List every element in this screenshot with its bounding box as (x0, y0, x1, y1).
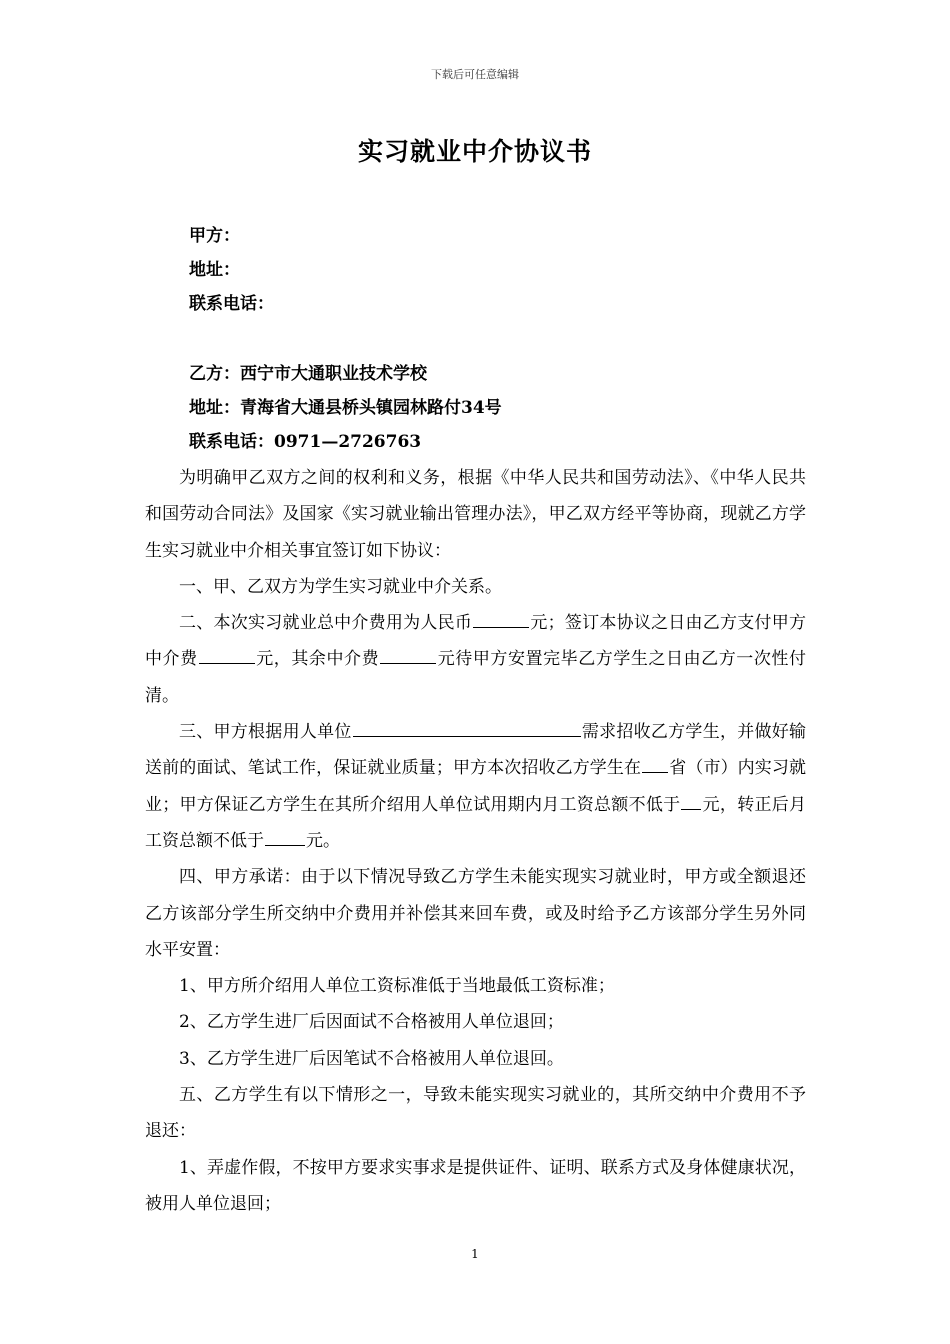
clause-3-part-5: 元。 (306, 830, 340, 851)
party-a-name-label: 甲方： (189, 226, 240, 246)
clause-4-item: 1、甲方所介绍用人单位工资标准低于当地最低工资标准； (179, 976, 615, 997)
clause-2-part-1: 二、本次实习就业总中介费用为人民币 (179, 613, 473, 634)
probation-wage-blank (681, 793, 701, 810)
province-blank (642, 756, 668, 773)
clause-3-part-1: 三、甲方根据用人单位 (179, 722, 352, 743)
intro-paragraph: 为明确甲乙双方之间的权利和义务，根据《中华人民共和国劳动法》、《中华人民共和国劳动合同法》及国家《实习就业输出管理办法》，甲乙双方经平等协商，现就乙方学生实习就业中介相关事宜签订如下协议： (145, 468, 806, 561)
clause-3 (145, 714, 806, 859)
clause-1: 一、甲、乙双方为学生实习就业中介关系。 (179, 576, 502, 597)
clause-4-item: 3、乙方学生进厂后因笔试不合格被用人单位退回。 (179, 1048, 564, 1069)
total-fee-blank (473, 611, 529, 628)
initial-fee-blank (199, 647, 255, 664)
header-note: 下载后可任意编辑 (431, 68, 519, 81)
clause-5-item: 1、弄虚作假，不按甲方要求实事求是提供证件、证明、联系方式及身体健康状况，被用人单位退回； (145, 1157, 806, 1214)
party-a-block (189, 219, 809, 321)
regular-wage-blank (265, 829, 305, 846)
clause-5: 五、乙方学生有以下情形之一，导致未能实现实习就业的，其所交纳中介费用不予退还： (145, 1085, 806, 1142)
clause-3-part-2: 需求招收乙方学生，并做好输送前的面试、笔试工作，保证就业质量；甲方本次招收乙方学生在 (145, 722, 807, 779)
clause-2-part-4: 元待甲方安置完毕乙方学生之日由乙方一次性付清。 (145, 649, 806, 706)
remaining-fee-blank (380, 647, 436, 664)
clause-4-item: 2、乙方学生进厂后因面试不合格被用人单位退回； (179, 1012, 564, 1033)
party-b-phone-line: 联系电话：0971—2726763 (189, 432, 422, 452)
clause-2-part-2: 元；签订本协议之日由乙方支付甲方中介费 (145, 613, 807, 670)
party-a-address-label: 地址： (189, 260, 240, 280)
document-title: 实习就业中介协议书 (357, 137, 592, 166)
party-a-phone-label: 联系电话： (189, 294, 274, 314)
clause-2 (145, 605, 806, 714)
clause-2-part-3: 元，其余中介费 (255, 649, 380, 670)
clause-4: 四、甲方承诺：由于以下情况导致乙方学生未能实现实习就业时，甲方或全额退还乙方该部分学生所交纳中介费用并补偿其来回车费，或及时给予乙方该部分学生另外同水平安置： (145, 867, 806, 960)
party-b-block (189, 357, 809, 459)
clause-3-part-4: 元，转正后月工资总额不低于 (145, 794, 807, 851)
party-b-address-line: 地址：青海省大通县桥头镇园林路付34号 (189, 398, 502, 418)
page-number: 1 (471, 1247, 479, 1261)
agreement-body (145, 460, 806, 1222)
clause-3-part-3: 省（市）内实习就业；甲方保证乙方学生在其所介绍用人单位试用期内月工资总额不低于 (145, 758, 807, 815)
employer-blank (353, 720, 581, 737)
party-b-name-line: 乙方：西宁市大通职业技术学校 (189, 364, 427, 384)
